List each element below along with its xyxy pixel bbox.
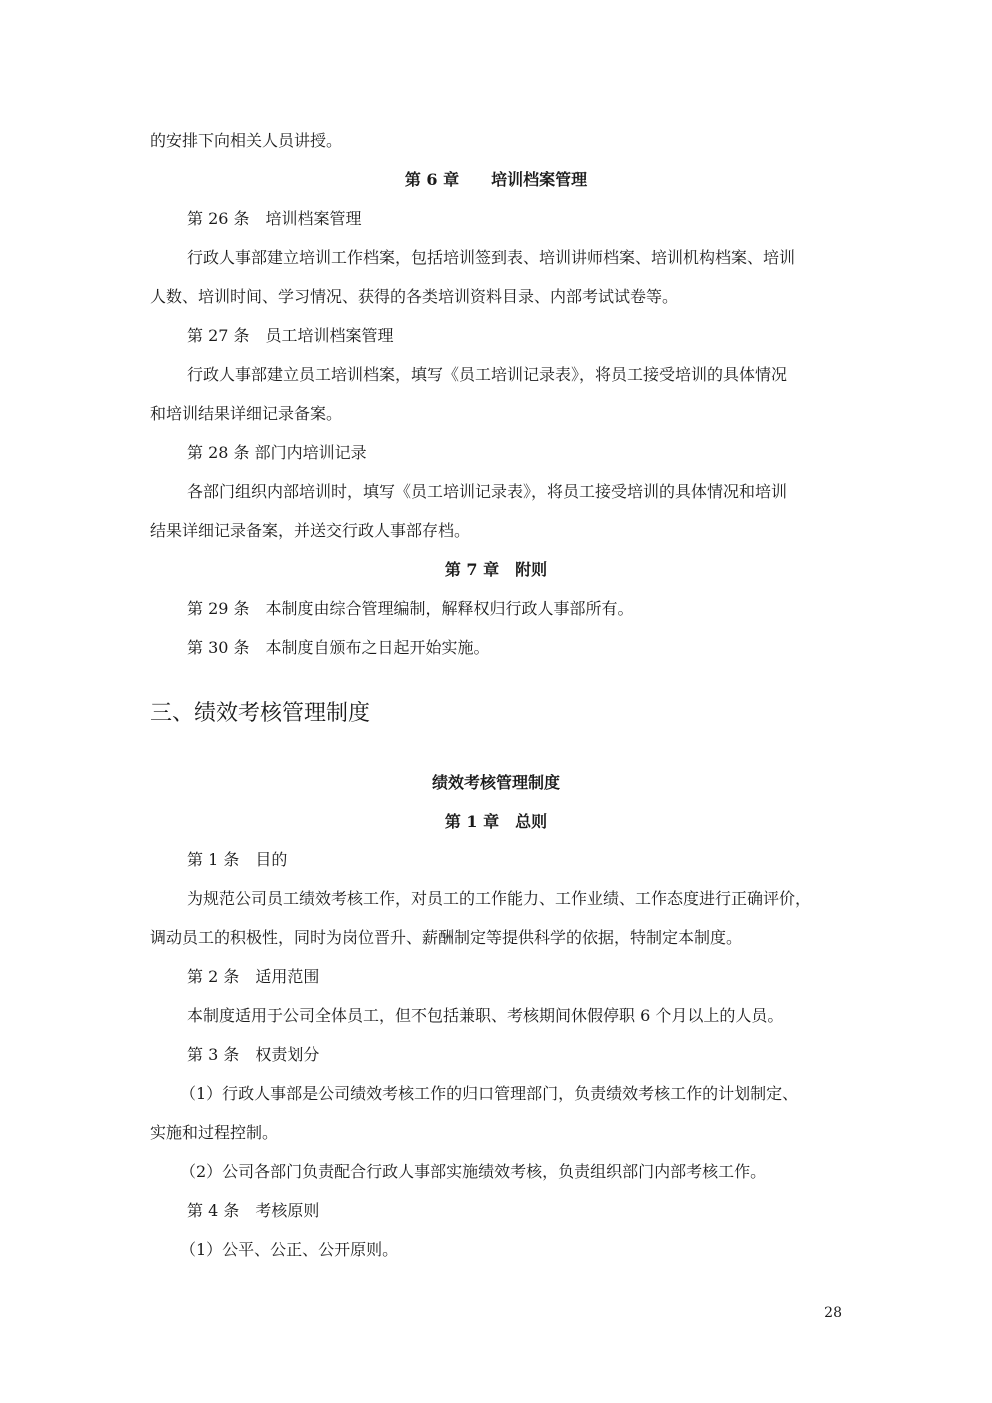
article-3-heading: 第 3 条 权责划分 [187,1045,320,1064]
article-3-item-1-line-1: （1）行政人事部是公司绩效考核工作的归口管理部门，负责绩效考核工作的计划制定、 [180,1084,799,1103]
article-3-item-1-line-2: 实施和过程控制。 [150,1123,279,1142]
article-1-text-line-2: 调动员工的积极性，同时为岗位晋升、薪酬制定等提供科学的依据，特制定本制度。 [150,928,743,947]
article-26-heading: 第 26 条 培训档案管理 [187,209,362,228]
chapter-1-title: 第 1 章 总则 [444,812,548,831]
chapter-7-title: 第 7 章 附则 [444,560,548,579]
article-30-text: 第 30 条 本制度自颁布之日起开始实施。 [187,638,490,657]
continuation-text: 的安排下向相关人员讲授。 [150,131,343,150]
article-3-item-2: （2）公司各部门负责配合行政人事部实施绩效考核，负责组织部门内部考核工作。 [180,1162,767,1181]
article-2-heading: 第 2 条 适用范围 [187,967,320,986]
article-28-text-line-1: 各部门组织内部培训时，填写《员工培训记录表》，将员工接受培训的具体情况和培训 [187,482,788,501]
document-title: 绩效考核管理制度 [431,773,560,792]
article-4-heading: 第 4 条 考核原则 [187,1201,320,1220]
article-26-text-line-1: 行政人事部建立培训工作档案，包括培训签到表、培训讲师档案、培训机构档案、培训 [187,248,796,267]
article-4-item-1: （1）公平、公正、公开原则。 [180,1240,399,1259]
article-29-text: 第 29 条 本制度由综合管理编制，解释权归行政人事部所有。 [187,599,634,618]
article-1-heading: 第 1 条 目的 [187,850,288,869]
article-2-text: 本制度适用于公司全体员工，但不包括兼职、考核期间休假停职 6 个月以上的人员。 [187,1006,784,1025]
article-28-heading: 第 28 条 部门内培训记录 [187,443,367,462]
section-3-heading: 三、绩效考核管理制度 [150,701,371,726]
page-number: 28 [824,1305,842,1321]
article-26-text-line-2: 人数、培训时间、学习情况、获得的各类培训资料目录、内部考试试卷等。 [150,287,679,306]
article-28-text-line-2: 结果详细记录备案，并送交行政人事部存档。 [150,521,471,540]
chapter-6-title: 第 6 章 培训档案管理 [404,170,588,189]
article-27-text-line-1: 行政人事部建立员工培训档案，填写《员工培训记录表》，将员工接受培训的具体情况 [187,365,788,384]
article-1-text-line-1: 为规范公司员工绩效考核工作，对员工的工作能力、工作业绩、工作态度进行正确评价， [187,889,812,908]
article-27-heading: 第 27 条 员工培训档案管理 [187,326,394,345]
article-27-text-line-2: 和培训结果详细记录备案。 [150,404,343,423]
